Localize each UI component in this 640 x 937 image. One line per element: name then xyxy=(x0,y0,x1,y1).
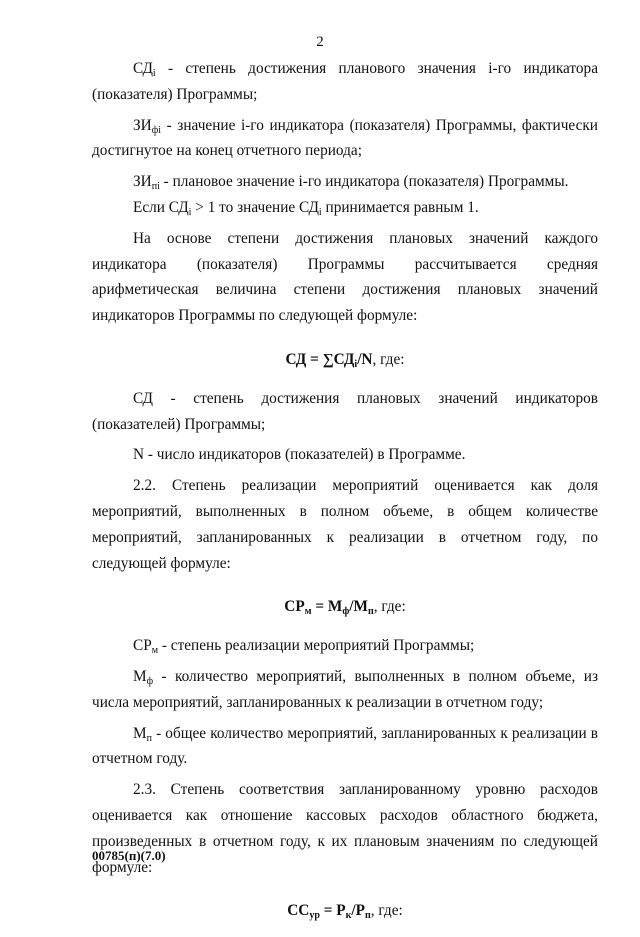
section-2-3: 2.3. Степень соответствия запланированному уровню расходов оценивается как отношение кассовых расходов областного бюджета, произведенных в отчетном году, к их плановым значениям по следующей формуле: xyxy=(92,781,598,876)
definition-sd: СД - степень достижения плановых значений индикаторов (показателей) Программы; xyxy=(92,389,598,433)
page-number: 2 xyxy=(316,34,324,50)
paragraph-basis: На основе степени достижения плановых значений каждого индикатора (показателя) Программы рассчитывается средняя арифметическая величина степени достижения плановых значений индикаторов Программы по следующей формуле: xyxy=(92,229,598,325)
formula-sd: СД = $\sum СД_i/N$, где: xyxy=(285,350,405,370)
formula-sr: $СР_м = М_ф/М_п$, где: xyxy=(284,598,406,618)
condition-sd-cap: Если $СД_i > 1$ то значение $СД_i$ принимается равным 1. xyxy=(133,198,479,218)
definition-zi-plan: $ЗИ_{пi}$ - плановое значение i-го индикатора (показателя) Программы. xyxy=(133,173,569,193)
section-2-2: 2.2. Степень реализации мероприятий оценивается как доля мероприятий, выполненных в полном объеме, в общем количестве мероприятий, запланированных к реализации в отчетном году, по следующей формуле: xyxy=(92,477,598,572)
definition-sr-m: $СР_м$ - степень реализации мероприятий Программы; xyxy=(133,637,475,657)
footer-document-code: 00785(п)(7.0) xyxy=(92,848,166,863)
formula-ss: $СС_{ур} = Р_к/Р_п$, где: xyxy=(287,902,403,922)
definition-zi-fact: $ЗИ_{фi}$ - значение i-го индикатора (показателя) Программы, фактически достигнутое на конец отчетного периода; xyxy=(92,116,598,160)
definition-sd-i: $СД_i$ - степень достижения планового значения i-го индикатора (показателя) Программы; xyxy=(92,60,598,103)
definition-m-f: $М_ф$ - количество мероприятий, выполненных в полном объеме, из числа мероприятий, запланированных к реализации в отчетном году; xyxy=(92,667,598,711)
document-body xyxy=(92,56,598,937)
definition-m-p: $М_п$ - общее количество мероприятий, запланированных к реализации в отчетном году. xyxy=(92,724,598,768)
definition-n: N - число индикаторов (показателей) в Программе. xyxy=(133,446,466,464)
